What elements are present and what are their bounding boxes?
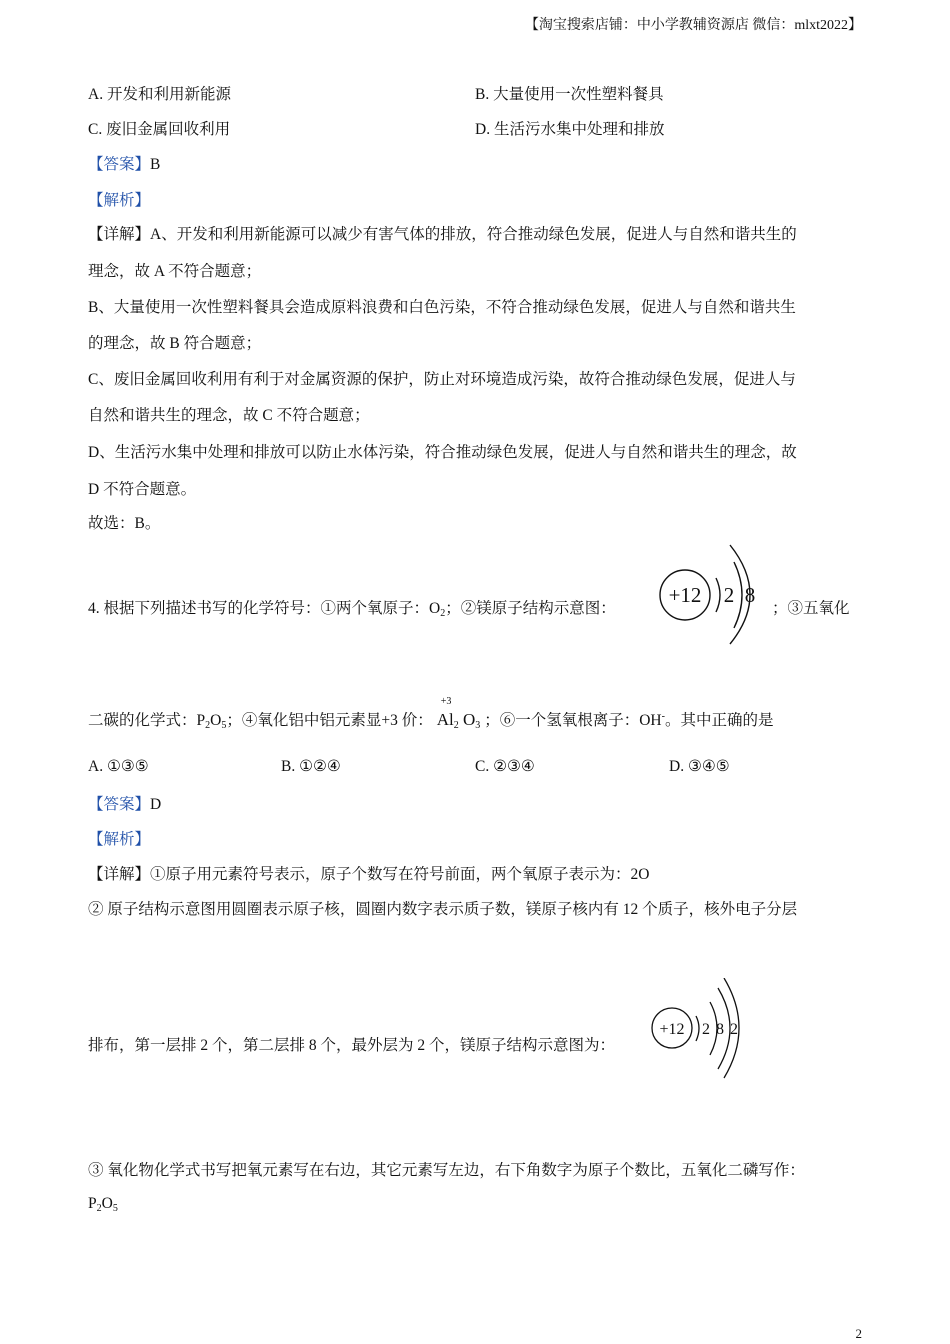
shell2-count: 8 bbox=[744, 583, 756, 607]
detail-text: A、开发和利用新能源可以减少有害气体的排放，符合推动绿色发展，促进人与自然和谐共生的 bbox=[150, 226, 797, 243]
q4-detail-formula bbox=[88, 1195, 118, 1214]
answer-value: D bbox=[150, 796, 162, 813]
shell2-count: 8 bbox=[716, 1021, 724, 1038]
q4-detail-line: ② 原子结构示意图用圆圈表示原子核，圆圈内数字表示质子数，镁原子核内有 12 个质子，核外电子分层 bbox=[88, 901, 798, 918]
q3-answer bbox=[88, 152, 160, 174]
subscript: 5 bbox=[221, 720, 227, 731]
q4-detail-line bbox=[88, 862, 649, 884]
q3-detail-line: D 不符合题意。 bbox=[88, 481, 197, 498]
q3-analysis-tag: 【解析】 bbox=[88, 192, 151, 209]
q3-detail-line: 的理念，故 B 符合题意； bbox=[88, 335, 262, 352]
answer-tag: 【答案】 bbox=[88, 156, 151, 173]
q4-option-b: B. ①②④ bbox=[281, 758, 341, 775]
al2o3-formula bbox=[436, 696, 481, 731]
subscript: 2 bbox=[205, 720, 211, 731]
mg-atom-diagram-full bbox=[648, 978, 748, 1080]
q4-option-a: A. ①③⑤ bbox=[88, 758, 149, 775]
q4-stem-line1 bbox=[88, 596, 616, 619]
q3-detail-line: 理念，故 A 不符合题意； bbox=[88, 263, 262, 280]
q3-detail-line: 自然和谐共生的理念，故 C 不符合题意； bbox=[88, 407, 370, 424]
element-symbol: O bbox=[462, 710, 476, 729]
q4-detail-line: 排布，第一层排 2 个，第二层排 8 个，最外层为 2 个，镁原子结构示意图为： bbox=[88, 1037, 616, 1054]
q3-detail-line: D、生活污水集中处理和排放可以防止水体污染，符合推动绿色发展，促进人与自然和谐共生的理念，故 bbox=[88, 444, 797, 461]
q3-option-a: A. 开发和利用新能源 bbox=[88, 86, 231, 103]
superscript: - bbox=[661, 711, 665, 722]
q3-detail-line: 故选：B。 bbox=[88, 515, 161, 532]
answer-tag: 【答案】 bbox=[88, 796, 151, 813]
q4-option-c: C. ②③④ bbox=[475, 758, 535, 775]
shell1-count: 2 bbox=[723, 583, 735, 607]
q4-stem-line2 bbox=[88, 696, 774, 731]
q4-answer bbox=[88, 792, 161, 814]
shell-arc-1 bbox=[716, 578, 720, 612]
subscript: 5 bbox=[112, 1203, 118, 1214]
nucleus-label: +12 bbox=[668, 583, 702, 607]
element-symbol: O bbox=[101, 1195, 113, 1212]
shell3-count: 2 bbox=[730, 1021, 738, 1038]
stem-text: 二碳的化学式：P bbox=[88, 712, 206, 729]
q3-detail-line: B、大量使用一次性塑料餐具会造成原料浪费和白色污染，不符合推动绿色发展，促进人与自然和谐共生 bbox=[88, 299, 796, 316]
q4-analysis-tag: 【解析】 bbox=[88, 831, 151, 848]
shell-arc-1 bbox=[696, 1016, 699, 1041]
detail-text: ①原子用元素符号表示，原子个数写在符号前面，两个氧原子表示为：2O bbox=[150, 866, 650, 883]
q3-option-c: C. 废旧金属回收利用 bbox=[88, 121, 231, 138]
mg-atom-diagram bbox=[650, 540, 770, 650]
element-symbol: P bbox=[88, 1195, 97, 1212]
answer-value: B bbox=[150, 156, 161, 173]
subscript: 3 bbox=[475, 720, 481, 731]
shell1-count: 2 bbox=[702, 1021, 710, 1038]
element-symbol: Al bbox=[436, 710, 454, 729]
subscript: 2 bbox=[453, 720, 459, 731]
page-number: 2 bbox=[855, 1326, 862, 1341]
subscript: 2 bbox=[440, 608, 446, 619]
stem-text: 。其中正确的是 bbox=[664, 712, 774, 729]
q4-option-d: D. ③④⑤ bbox=[669, 758, 730, 775]
stem-text: O bbox=[210, 712, 222, 729]
q3-option-d: D. 生活污水集中处理和排放 bbox=[475, 121, 665, 138]
header-note: 【淘宝搜索店铺：中小学教辅资源店 微信：mlxt2022】 bbox=[524, 18, 862, 33]
detail-tag: 【详解】 bbox=[88, 866, 151, 883]
subscript: 2 bbox=[96, 1203, 102, 1214]
stem-text: ；⑥一个氢氧根离子：OH bbox=[484, 712, 662, 729]
q3-detail-line bbox=[88, 222, 797, 244]
q4-stem-tail: ；③五氧化 bbox=[772, 600, 850, 617]
stem-text: ；④氧化铝中铝元素显+3 价： bbox=[226, 712, 433, 729]
detail-tag: 【详解】 bbox=[88, 226, 151, 243]
valence-mark: +3 bbox=[440, 696, 452, 707]
shell-arc-2 bbox=[734, 562, 742, 628]
nucleus-label: +12 bbox=[659, 1021, 685, 1038]
stem-text: 4. 根据下列描述书写的化学符号：①两个氧原子：O bbox=[88, 600, 441, 617]
q3-option-b: B. 大量使用一次性塑料餐具 bbox=[475, 86, 664, 103]
q3-detail-line: C、废旧金属回收利用有利于对金属资源的保护，防止对环境造成污染，故符合推动绿色发展，促进人与 bbox=[88, 371, 796, 388]
q4-detail-line: ③ 氧化物化学式书写把氧元素写在右边，其它元素写左边，右下角数字为原子个数比，五氧化二磷写作： bbox=[88, 1162, 805, 1179]
stem-text: ；②镁原子结构示意图： bbox=[445, 600, 616, 617]
